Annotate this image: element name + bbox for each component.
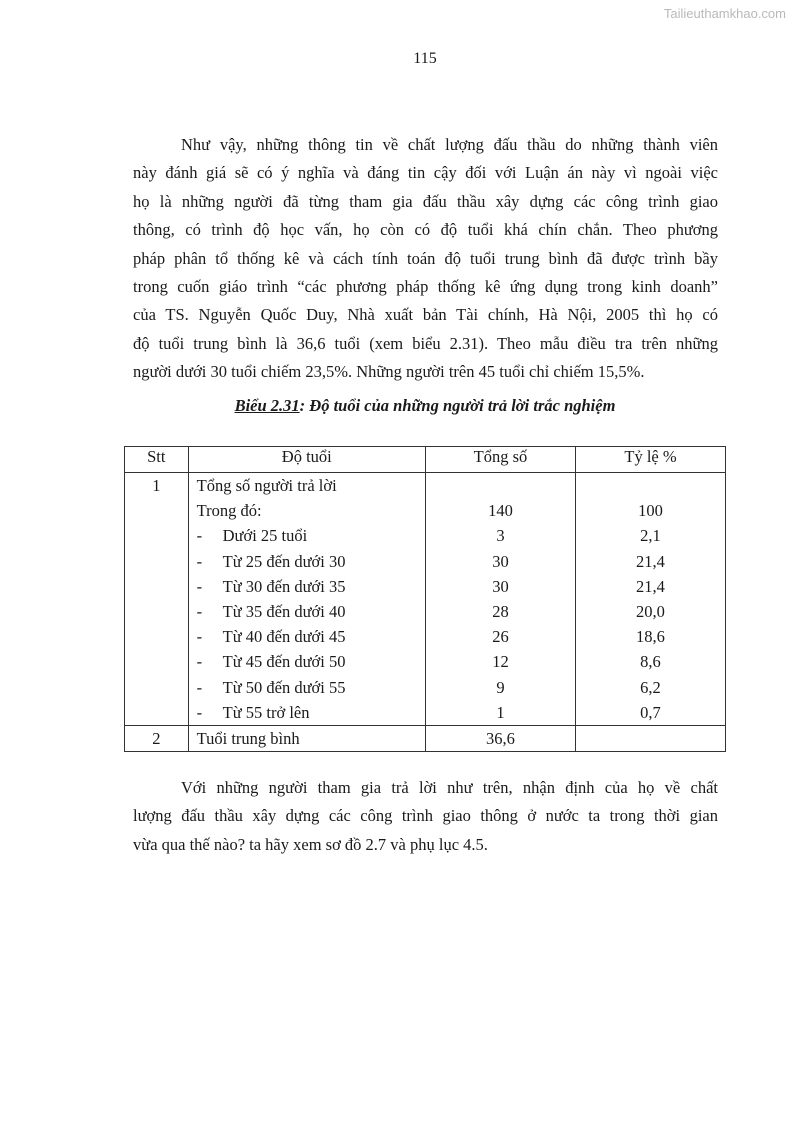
page-number: 115 [413,50,437,67]
list-dash: - [196,702,203,722]
list-dash: - [196,601,203,621]
age-distribution-table [124,446,726,752]
header-percent: Tỷ lệ % [575,447,725,473]
age-line [189,599,425,624]
total-value: 30 [492,551,509,571]
row1-stt-cell [125,473,189,726]
age-label: Từ 45 đến dưới 50 [222,652,346,672]
list-dash: - [196,576,203,596]
age-line [189,675,425,700]
row1-total-cell [425,473,575,726]
caption-label: Biểu 2.31 [234,396,300,415]
row2-percent-cell [575,725,725,751]
age-line [189,523,425,548]
age-label: Từ 40 đến dưới 45 [222,627,346,647]
percent-value: 8,6 [640,652,661,672]
total-value: 36,6 [486,728,515,748]
age-label: Từ 55 trở lên [222,702,310,722]
paragraph-line: Với những người tham gia trả lời như trên, nhận định của họ về chất [181,778,718,797]
total-value [426,473,575,498]
percent-value: 21,4 [636,576,665,596]
age-label: Tuổi trung bình [196,728,300,748]
table-caption [0,396,794,416]
percent-value [576,473,725,498]
age-line [189,649,425,674]
age-label: Tổng số người trả lời [196,476,337,495]
total-value: 140 [488,501,513,521]
age-label: Dưới 25 tuổi [222,526,308,546]
age-label: Từ 50 đến dưới 55 [222,677,346,697]
percent-value: 20,0 [636,601,665,621]
list-dash: - [196,652,203,672]
stt-value: 2 [152,728,161,748]
header-stt: Stt [125,447,189,473]
paragraph-line: thông, có trình độ học vấn, họ còn có độ tuổi khá chín chắn. Theo phương [133,220,718,240]
caption-text: : Độ tuổi của những người trả lời trắc nghiệm [299,396,616,415]
age-label: Trong đó: [196,501,262,521]
age-line [189,473,425,498]
percent-value: 0,7 [640,702,661,722]
total-value: 9 [496,677,505,697]
stt-value: 1 [152,476,161,495]
total-value: 30 [492,576,509,596]
list-dash: - [196,526,203,546]
header-age: Độ tuổi [188,447,425,473]
percent-value: 18,6 [636,627,665,647]
table-row [125,473,726,726]
paragraph-line: pháp phân tổ thống kê và cách tính toán độ tuổi trung bình đã được trình bầy [133,248,718,268]
age-line [189,700,425,725]
list-dash: - [196,677,203,697]
row1-age-cell [188,473,425,726]
header-total: Tổng số [425,447,575,473]
paragraph-line: trong cuốn giáo trình “các phương pháp thống kê ứng dụng trong kinh doanh” [133,277,718,297]
age-line [189,498,425,523]
watermark: Tailieuthamkhao.com [663,6,786,21]
row2-stt-cell [125,725,189,751]
percent-value: 6,2 [640,677,661,697]
age-label: Từ 25 đến dưới 30 [222,551,346,571]
percent-value: 2,1 [640,526,661,546]
paragraph-line: độ tuổi trung bình là 36,6 tuổi (xem biểu 2.31). Theo mẫu điều tra trên những [133,333,718,353]
age-label: Từ 35 đến dưới 40 [222,601,346,621]
paragraph-conclusion [133,774,718,859]
age-label: Từ 30 đến dưới 35 [222,576,346,596]
paragraph-intro [133,131,718,387]
paragraph-line: Như vậy, những thông tin về chất lượng đấu thầu do những thành viên [181,135,718,154]
paragraph-line: vừa qua thế nào? ta hãy xem sơ đồ 2.7 và phụ lục 4.5. [133,834,488,854]
paragraph-line: lượng đấu thầu xây dựng các công trình giao thông ở nước ta trong thời gian [133,806,718,826]
table-header-row [125,447,726,473]
total-value: 1 [496,702,505,722]
row2-age-cell [188,725,425,751]
percent-value: 100 [638,501,663,521]
paragraph-line: của TS. Nguyễn Quốc Duy, Nhà xuất bản Tài chính, Hà Nội, 2005 thì họ có [133,305,718,325]
row1-percent-cell [575,473,725,726]
table-row [125,725,726,751]
total-value: 28 [492,601,509,621]
percent-value: 21,4 [636,551,665,571]
age-line [189,624,425,649]
list-dash: - [196,551,203,571]
paragraph-line: họ là những người đã từng tham gia đấu thầu xây dựng các công trình giao [133,191,718,211]
total-value: 3 [496,526,505,546]
age-line [189,549,425,574]
row2-total-cell [425,725,575,751]
total-value: 12 [492,652,509,672]
percent-value [576,726,725,751]
age-line [189,574,425,599]
total-value: 26 [492,627,509,647]
paragraph-line: này đánh giá sẽ có ý nghĩa và đáng tin cậy đối với Luận án này vì ngoài việc [133,163,718,183]
paragraph-line: người dưới 30 tuổi chiếm 23,5%. Những người trên 45 tuổi chỉ chiếm 15,5%. [133,362,645,382]
list-dash: - [196,627,203,647]
